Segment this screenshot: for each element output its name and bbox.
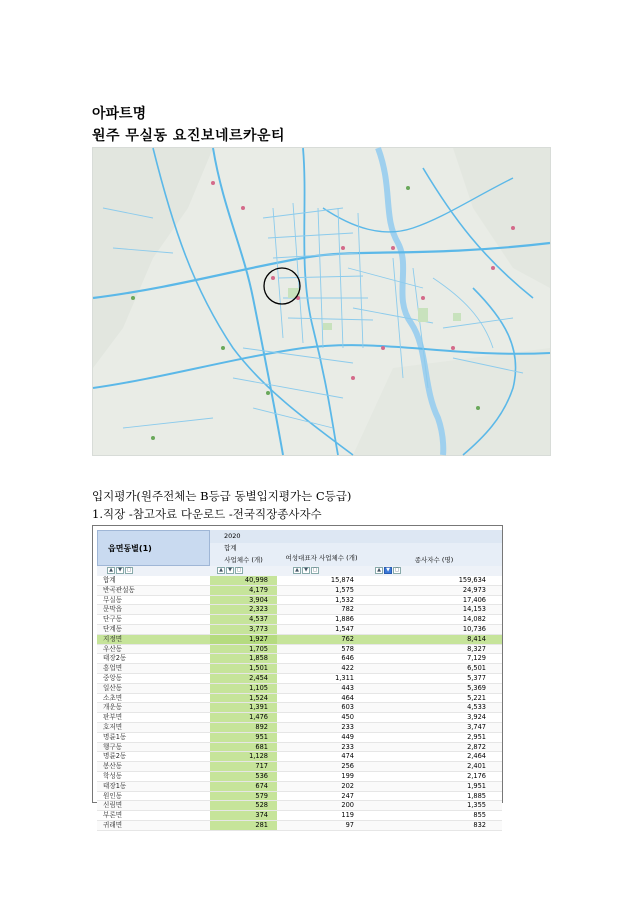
row-name: 신림면 xyxy=(103,801,123,810)
row-name: 원인동 xyxy=(103,791,123,800)
female-businesses-value: 233 xyxy=(341,742,354,751)
female-businesses-value: 578 xyxy=(341,644,354,653)
female-businesses-value: 233 xyxy=(341,722,354,731)
female-businesses-value: 646 xyxy=(341,654,354,663)
employees-value: 2,401 xyxy=(467,762,486,771)
businesses-value: 528 xyxy=(210,801,277,810)
table-row xyxy=(97,605,502,615)
table-row xyxy=(97,625,502,635)
businesses-value: 40,998 xyxy=(210,576,277,585)
row-name: 학성동 xyxy=(103,771,123,780)
businesses-value: 1,927 xyxy=(210,635,277,644)
table-row xyxy=(97,811,502,821)
female-sort[interactable]: ▲ ▼ ▢ xyxy=(293,567,319,574)
employees-value: 2,872 xyxy=(467,742,486,751)
row-name: 태장1동 xyxy=(103,781,127,790)
businesses-value: 536 xyxy=(210,772,277,781)
row-name: 명륜2동 xyxy=(103,752,127,761)
row-name: 일산동 xyxy=(103,683,123,692)
table-row xyxy=(97,792,502,802)
location-map[interactable] xyxy=(92,147,551,456)
row-name: 귀래면 xyxy=(103,820,123,829)
employees-value: 10,736 xyxy=(462,624,486,633)
businesses-value: 579 xyxy=(210,792,277,801)
table-row xyxy=(97,733,502,743)
employment-table xyxy=(92,525,503,829)
table-row xyxy=(97,772,502,782)
female-businesses-value: 119 xyxy=(341,811,354,820)
table-body xyxy=(97,576,502,831)
table-row xyxy=(97,782,502,792)
employees-value: 5,369 xyxy=(467,683,486,692)
row-name: 지정면 xyxy=(103,634,123,643)
businesses-value: 2,454 xyxy=(210,674,277,683)
table-row xyxy=(97,615,502,625)
businesses-value: 4,179 xyxy=(210,586,277,595)
table-row xyxy=(97,821,502,831)
table-row xyxy=(97,645,502,655)
female-businesses-value: 199 xyxy=(341,771,354,780)
female-businesses-value: 782 xyxy=(341,605,354,614)
row-name: 우산동 xyxy=(103,644,123,653)
region-sort[interactable]: ▲ ▼ ▢ xyxy=(107,567,133,574)
female-businesses-value: 202 xyxy=(341,781,354,790)
female-businesses-value: 247 xyxy=(341,791,354,800)
row-name: 흥업면 xyxy=(103,664,123,673)
employees-value: 855 xyxy=(473,811,486,820)
businesses-value: 1,501 xyxy=(210,664,277,673)
businesses-value: 951 xyxy=(210,733,277,742)
employees-value: 2,176 xyxy=(467,771,486,780)
row-name: 반곡관설동 xyxy=(103,585,135,594)
map-graphic xyxy=(93,148,550,455)
subheader xyxy=(210,543,502,566)
employees-value: 14,082 xyxy=(462,615,486,624)
table-row xyxy=(97,576,502,586)
female-businesses-value: 1,575 xyxy=(335,585,354,594)
businesses-value: 681 xyxy=(210,743,277,752)
page-heading: 아파트명 xyxy=(92,106,147,122)
employees-value: 4,533 xyxy=(467,703,486,712)
table-row xyxy=(97,684,502,694)
female-businesses-value: 762 xyxy=(341,634,354,643)
row-name: 부론면 xyxy=(103,811,123,820)
row-name: 개운동 xyxy=(103,703,123,712)
employees-value: 5,377 xyxy=(467,673,486,682)
employees-value: 24,973 xyxy=(462,585,486,594)
col-female-businesses[interactable]: 여성대표자 사업체수 (개) xyxy=(285,553,358,562)
female-businesses-value: 256 xyxy=(341,762,354,771)
businesses-value: 892 xyxy=(210,723,277,732)
sort-controls xyxy=(97,566,502,576)
employees-sort[interactable]: ▲ ▼ ▢ xyxy=(375,567,401,574)
table-row xyxy=(97,723,502,733)
businesses-value: 1,128 xyxy=(210,752,277,761)
businesses-value: 717 xyxy=(210,762,277,771)
table-row xyxy=(97,752,502,762)
table-row xyxy=(97,801,502,811)
businesses-value: 3,773 xyxy=(210,625,277,634)
female-businesses-value: 1,547 xyxy=(335,624,354,633)
row-name: 태장2동 xyxy=(103,654,127,663)
table-row xyxy=(97,694,502,704)
row-name: 중앙동 xyxy=(103,673,123,682)
total-label: 합계 xyxy=(224,544,237,552)
employees-value: 2,464 xyxy=(467,752,486,761)
employees-value: 1,885 xyxy=(467,791,486,800)
row-name: 문막읍 xyxy=(103,605,123,614)
year-header xyxy=(210,530,502,543)
employees-value: 7,129 xyxy=(467,654,486,663)
employees-value: 159,634 xyxy=(458,576,486,584)
employees-value: 832 xyxy=(473,820,486,829)
businesses-value: 1,524 xyxy=(210,694,277,703)
apartment-name: 원주 무실동 요진보네르카운티 xyxy=(92,128,286,144)
table-row xyxy=(97,743,502,753)
row-name: 판부면 xyxy=(103,713,123,722)
female-businesses-value: 200 xyxy=(341,801,354,810)
female-businesses-value: 449 xyxy=(341,732,354,741)
employees-value: 6,501 xyxy=(467,664,486,673)
businesses-value: 281 xyxy=(210,821,277,830)
employees-value: 8,327 xyxy=(467,644,486,653)
employees-value: 1,355 xyxy=(467,801,486,810)
female-businesses-value: 464 xyxy=(341,693,354,702)
businesses-sort[interactable]: ▲ ▼ ▢ xyxy=(217,567,243,574)
table-row xyxy=(97,762,502,772)
businesses-value: 2,323 xyxy=(210,605,277,614)
employees-value: 3,924 xyxy=(467,713,486,722)
table-row xyxy=(97,654,502,664)
employees-value: 5,221 xyxy=(467,693,486,702)
year-label: 2020 xyxy=(224,532,241,540)
workplace-reference-text: 1.직장 -참고자료 다운로드 -전국직장종사자수 xyxy=(92,507,322,521)
row-name: 단계동 xyxy=(103,624,123,633)
row-name: 봉산동 xyxy=(103,762,123,771)
female-businesses-value: 474 xyxy=(341,752,354,761)
location-evaluation-text: 입지평가(원주전체는 B등급 동별입지평가는 C등급) xyxy=(92,489,352,503)
businesses-value: 674 xyxy=(210,782,277,791)
table-row xyxy=(97,586,502,596)
col-businesses[interactable]: 사업체수 (개) xyxy=(224,555,263,564)
table-row xyxy=(97,703,502,713)
region-column-header[interactable]: 읍면동별(1) xyxy=(97,530,210,566)
row-name: 단구동 xyxy=(103,615,123,624)
female-businesses-value: 15,874 xyxy=(330,576,354,584)
businesses-value: 4,537 xyxy=(210,615,277,624)
row-name: 소초면 xyxy=(103,693,123,702)
female-businesses-value: 1,311 xyxy=(335,673,354,682)
table-row xyxy=(97,674,502,684)
employees-value: 1,951 xyxy=(467,781,486,790)
female-businesses-value: 1,886 xyxy=(335,615,354,624)
businesses-value: 1,705 xyxy=(210,645,277,654)
table-row xyxy=(97,664,502,674)
employees-value: 17,406 xyxy=(462,595,486,604)
female-businesses-value: 97 xyxy=(345,820,354,829)
businesses-value: 3,904 xyxy=(210,596,277,605)
table-row xyxy=(97,596,502,606)
employees-value: 3,747 xyxy=(467,722,486,731)
table-row xyxy=(97,635,502,645)
employees-value: 8,414 xyxy=(467,634,486,643)
employees-value: 14,153 xyxy=(462,605,486,614)
employees-value: 2,951 xyxy=(467,732,486,741)
female-businesses-value: 450 xyxy=(341,713,354,722)
col-employees[interactable]: 종사자수 (명) xyxy=(414,555,454,564)
row-name: 무실동 xyxy=(103,595,123,604)
female-businesses-value: 422 xyxy=(341,664,354,673)
businesses-value: 1,391 xyxy=(210,703,277,712)
row-name: 합계 xyxy=(103,576,116,584)
businesses-value: 1,105 xyxy=(210,684,277,693)
businesses-value: 1,858 xyxy=(210,654,277,663)
businesses-value: 374 xyxy=(210,811,277,820)
row-name: 호저면 xyxy=(103,722,123,731)
female-businesses-value: 603 xyxy=(341,703,354,712)
businesses-value: 1,476 xyxy=(210,713,277,722)
row-name: 명륜1동 xyxy=(103,732,127,741)
female-businesses-value: 1,532 xyxy=(335,595,354,604)
row-name: 행구동 xyxy=(103,742,123,751)
table-row xyxy=(97,713,502,723)
female-businesses-value: 443 xyxy=(341,683,354,692)
